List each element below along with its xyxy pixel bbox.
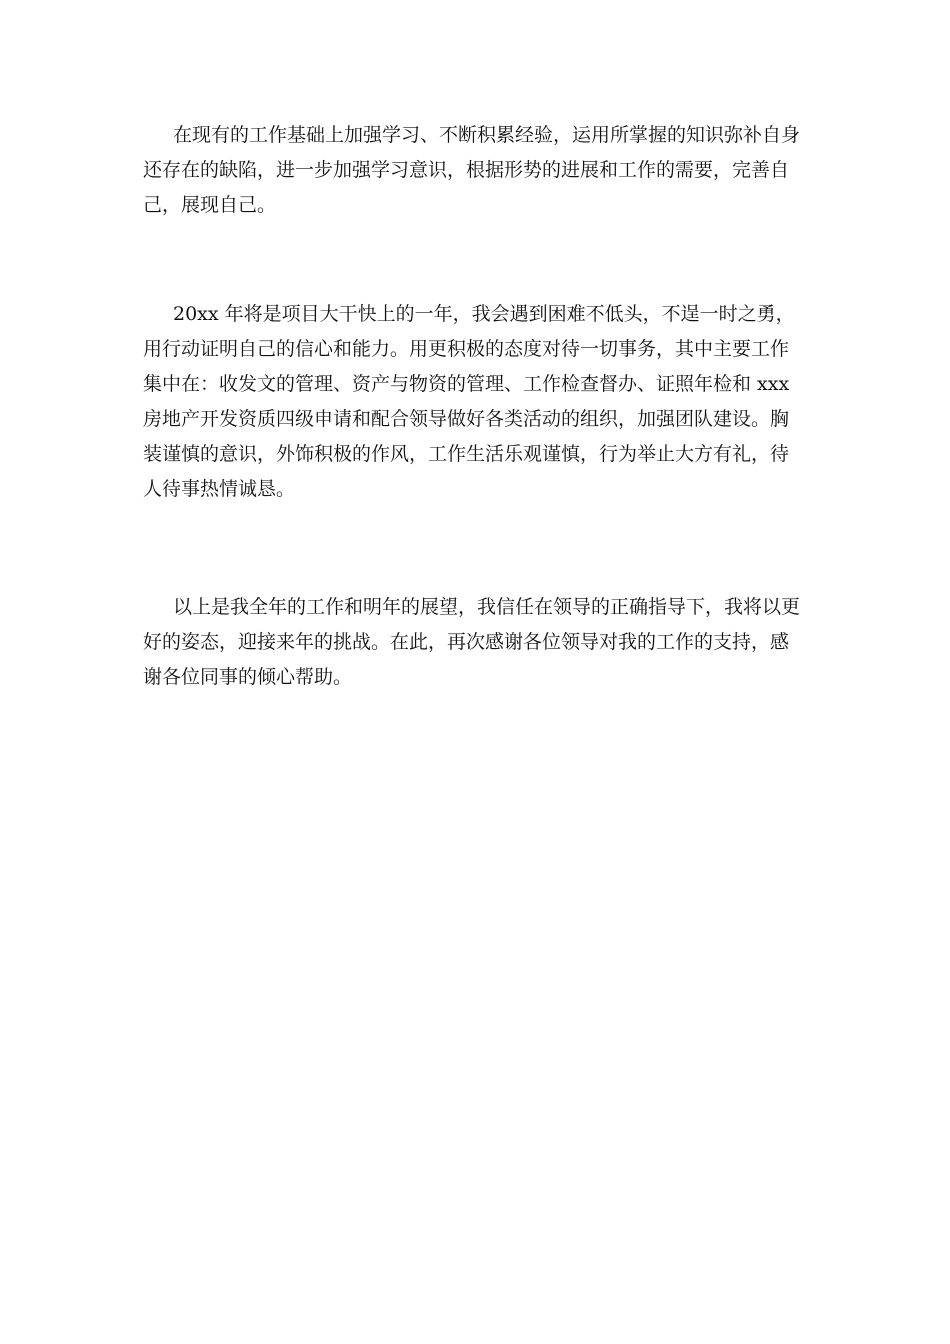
paragraph-line: 还存在的缺陷，进一步加强学习意识，根据形势的进展和工作的需要，完善自: [143, 159, 790, 181]
paragraph-line: 房地产开发资质四级申请和配合领导做好各类活动的组织，加强团队建设。胸: [143, 408, 790, 430]
paragraph-line: 人待事热情诚恳。: [143, 478, 296, 500]
paragraph-line: 己，展现自己。: [143, 194, 277, 216]
paragraph-line: 装谨慎的意识，外饰积极的作风，工作生活乐观谨慎，行为举止大方有礼，待: [143, 443, 790, 465]
paragraph-next-year-plan: [143, 297, 795, 507]
paragraph-closing-thanks: [143, 590, 800, 695]
paragraph-line: 集中在：收发文的管理、资产与物资的管理、工作检查督办、证照年检和 xxx: [143, 373, 790, 395]
paragraph-line: 20xx 年将是项目大干快上的一年，我会遇到困难不低头，不逞一时之勇，: [173, 303, 795, 325]
paragraph-self-improvement: [143, 118, 800, 223]
paragraph-line: 好的姿态，迎接来年的挑战。在此，再次感谢各位领导对我的工作的支持，感: [143, 631, 790, 653]
paragraph-line: 谢各位同事的倾心帮助。: [143, 666, 353, 688]
paragraph-line: 以上是我全年的工作和明年的展望，我信任在领导的正确指导下，我将以更: [173, 596, 801, 618]
paragraph-line: 用行动证明自己的信心和能力。用更积极的态度对待一切事务，其中主要工作: [143, 338, 790, 360]
paragraph-line: 在现有的工作基础上加强学习、不断积累经验，运用所掌握的知识弥补自身: [173, 124, 801, 146]
